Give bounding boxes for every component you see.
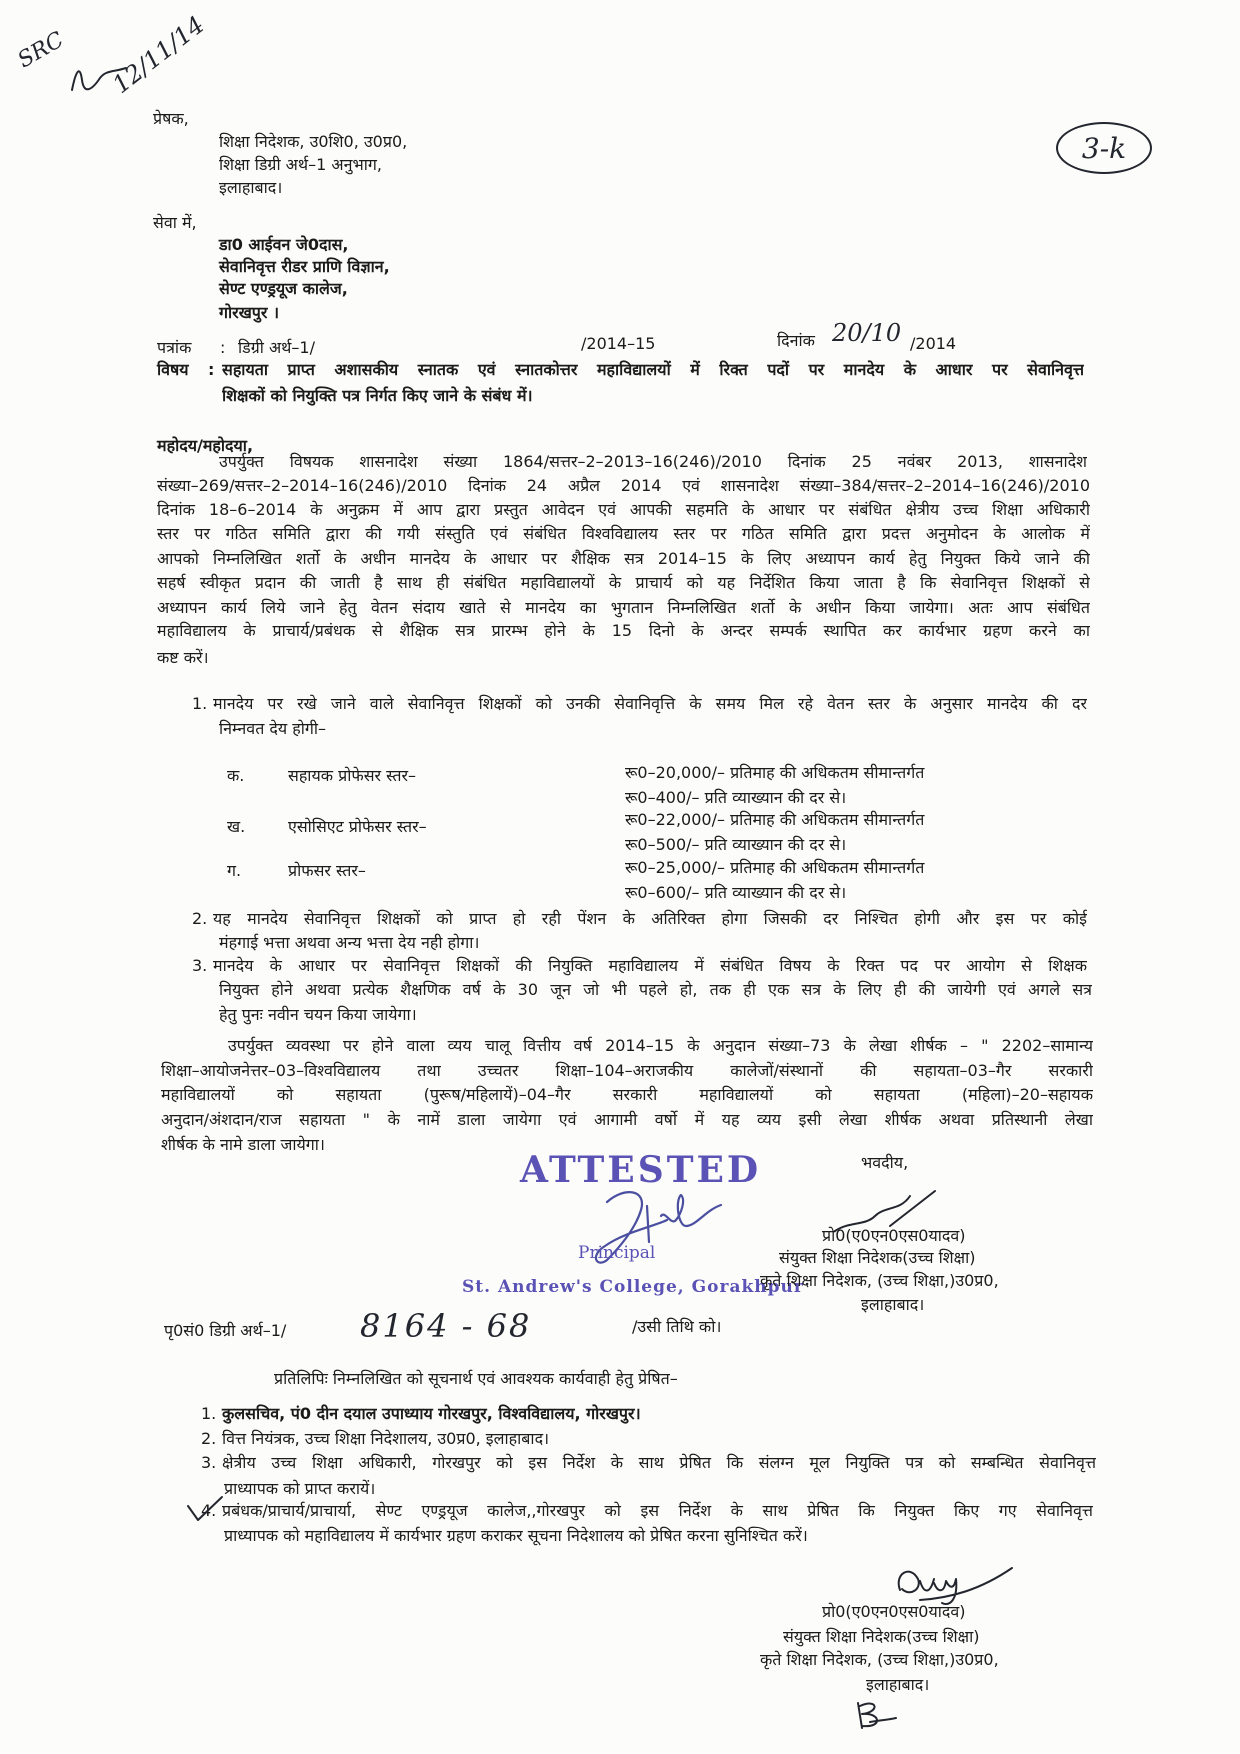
closing: भवदीय,: [861, 1153, 909, 1172]
date-year: /2014: [910, 334, 957, 353]
paragraph-line: दिनांक 18–6–2014 के अनुक्रम में आप द्वारा प्रस्तुत आवेदन एवं आपकी सहमति के आधार पर संबंधित क्षेत्रीय उच्च शिक्षा अधिकारी: [157, 500, 1090, 519]
condition-line: हेतु पुनः नवीन चयन किया जायेगा।: [219, 1005, 417, 1024]
rate-level: प्रोफसर स्तर–: [288, 861, 366, 880]
paragraph-line: उपर्युक्त विषयक शासनादेश संख्या 1864/सत्तर–2–2013–16(246)/2010 दिनांक 25 नवंबर 2013, शासनादेश: [219, 452, 1087, 471]
signatory2-on-behalf: कृते शिक्षा निदेशक, (उच्च शिक्षा,)उ0प्र0,: [760, 1650, 999, 1669]
signatory2-city: इलाहाबाद।: [866, 1675, 930, 1694]
paragraph-line: सहर्ष स्वीकृत प्रदान की जाती है साथ ही संबंधित महाविद्यालयों के प्राचार्य को यह निर्देशित किया जाता है कि सेवानिवृत्त शिक्षकों से: [157, 573, 1090, 592]
reference-session: /2014–15: [581, 334, 656, 353]
condition-number: 2.: [192, 909, 208, 928]
salutation: महोदय/महोदया,: [157, 436, 254, 455]
paragraph-line: उपर्युक्त व्यवस्था पर होने वाला व्यय चालू वित्तीय वर्ष 2014–15 के अनुदान संख्या–73 के लेखा शीर्षक – " 2202–सामान्य: [228, 1036, 1093, 1055]
copy-number: 1.: [201, 1404, 217, 1423]
rate-letter: ख.: [227, 817, 246, 836]
subject-label: विषय: [157, 360, 189, 379]
condition-line: मानदेय के आधार पर सेवानिवृत्त शिक्षकों की नियुक्ति महाविद्यालय में संबंधित विषय के रिक्त पद पर आयोग से शिक्षक: [213, 956, 1087, 975]
paragraph-line: महाविद्यालयों को सहायता (पुरूष/महिलायें)–04–गैर सरकारी महाविद्यालयों को सहायता (महिला)–20–सहायक: [161, 1085, 1093, 1104]
initial-mark: [848, 1698, 900, 1732]
rate-letter: ग.: [227, 861, 242, 880]
signatory1-name: प्रो0(ए0एन0एस0यादव): [822, 1226, 966, 1245]
reference-colon: :: [220, 338, 226, 357]
date-label: दिनांक: [777, 331, 815, 350]
file-code-circle: [1056, 122, 1152, 174]
attestation-title: Principal: [578, 1243, 656, 1263]
copy-line: प्राध्यापक को प्राप्त करायें।: [224, 1479, 376, 1498]
rate-per-lecture: रू0–600/– प्रति व्याख्यान की दर से।: [625, 883, 847, 902]
rate-per-lecture: रू0–500/– प्रति व्याख्यान की दर से।: [625, 835, 847, 854]
recipient-line: सेण्ट एण्ड्रयूज कालेज,: [219, 279, 348, 298]
signatory1-designation: संयुक्त शिक्षा निदेशक(उच्च शिक्षा): [779, 1248, 976, 1267]
signatory2-name: प्रो0(ए0एन0एस0यादव): [822, 1602, 966, 1621]
endorsement-date-text: /उसी तिथि को।: [632, 1317, 722, 1336]
attested-stamp: ATTESTED: [520, 1149, 762, 1191]
subject-line: सहायता प्राप्त अशासकीय स्नातक एवं स्नातकोत्तर महाविद्यालयों में रिक्त पदों पर मानदेय के आधार पर सेवानिवृत्त: [222, 360, 1084, 379]
subject-line: शिक्षकों को नियुक्ति पत्र निर्गत किए जाने के संबंध में।: [222, 386, 533, 405]
condition-line: निम्नवत देय होगी–: [219, 719, 327, 738]
handwritten-endorsement-number: 8164 - 68: [360, 1307, 532, 1345]
rate-letter: क.: [227, 766, 245, 785]
endorsement-label: पृ0सं0 डिग्री अर्थ–1/: [164, 1321, 287, 1340]
paragraph-line: आपको निम्नलिखित शर्तो के अधीन मानदेय के आधार पर शैक्षिक सत्र 2014–15 के लिए अध्यापन कार्य हेतु नियुक्त किये जाने की: [157, 549, 1090, 568]
signatory1-city: इलाहाबाद।: [861, 1295, 925, 1314]
rate-level: सहायक प्रोफेसर स्तर–: [288, 766, 417, 785]
rate-monthly: रू0–20,000/– प्रतिमाह की अधिकतम सीमान्तर्गत: [625, 763, 925, 782]
copy-line: कुलसचिव, पं0 दीन दयाल उपाध्याय गोरखपुर, विश्वविद्यालय, गोरखपुर।: [222, 1404, 641, 1423]
reference-label: पत्रांक: [157, 338, 192, 357]
paragraph-line: महाविद्यालय के प्राचार्य/प्रबंधक से शैक्षिक सत्र प्रारम्भ होने के 15 दिनो के अन्दर सम्पर्क स्थापित कर कार्यभार ग्रहण करने का: [157, 621, 1090, 640]
recipient-label: सेवा में,: [153, 213, 197, 232]
copy-intro: प्रतिलिपिः निम्नलिखित को सूचनार्थ एवं आवश्यक कार्यवाही हेतु प्रेषित–: [274, 1369, 678, 1388]
recipient-line: डा0 आईवन जे0दास,: [219, 235, 349, 254]
condition-line: मंहगाई भत्ता अथवा अन्य भत्ता देय नही होगा।: [219, 933, 480, 952]
paragraph-line: अध्यापन कार्य लिये जाने हेतु वेतन संदाय खाते से मानदेय का भुगतान निम्नलिखित शर्तो के अधीन किया जायेगा। अतः आप संबंधित: [157, 598, 1090, 617]
copy-line: वित्त नियंत्रक, उच्च शिक्षा निदेशालय, उ0प्र0, इलाहाबाद।: [222, 1429, 550, 1448]
copy-number: 2.: [201, 1429, 217, 1448]
sender-line: शिक्षा डिग्री अर्थ–1 अनुभाग,: [219, 155, 382, 174]
condition-line: यह मानदेय सेवानिवृत्त शिक्षकों को प्राप्त हो रही पेंशन के अतिरिक्त होगा जिसकी दर निश्चित होगी और इस पर कोई: [213, 909, 1087, 928]
recipient-line: सेवानिवृत्त रीडर प्राणि विज्ञान,: [219, 257, 390, 276]
copy-number: 3.: [201, 1453, 217, 1472]
condition-line: मानदेय पर रखे जाने वाले सेवानिवृत्त शिक्षकों को उनकी सेवानिवृत्ति के समय मिल रहे वेतन स्तर के अनुसार मानदेय की दर: [213, 694, 1087, 713]
condition-number: 3.: [192, 956, 208, 975]
attestation-institution: St. Andrew's College, Gorakhpur: [462, 1277, 804, 1297]
file-code: 3-k: [1081, 131, 1127, 165]
sender-line: इलाहाबाद।: [219, 178, 283, 197]
rate-monthly: रू0–22,000/– प्रतिमाह की अधिकतम सीमान्तर्गत: [625, 810, 925, 829]
paragraph-line: शिक्षा–आयोजनेत्तर–03–विश्वविद्यालय तथा उच्चतर शिक्षा–104–अराजकीय कालेजों/संस्थानों की सहायता–03–गैर सरकारी: [161, 1061, 1093, 1080]
sender-line: शिक्षा निदेशक, उ0शि0, उ0प्र0,: [219, 132, 408, 151]
rate-monthly: रू0–25,000/– प्रतिमाह की अधिकतम सीमान्तर्गत: [625, 858, 925, 877]
subject-colon: :: [208, 360, 215, 379]
condition-number: 1.: [192, 694, 208, 713]
paragraph-line: शीर्षक के नामे डाला जायेगा।: [161, 1135, 325, 1154]
copy-line: क्षेत्रीय उच्च शिक्षा अधिकारी, गोरखपुर को इस निर्देश के साथ प्रेषित कि संलग्न मूल नियुक्ति पत्र को सम्बन्धित सेवानिवृत्त: [222, 1453, 1096, 1472]
handwritten-letter-date: 20/10: [832, 319, 902, 347]
copy-number: 4.: [201, 1501, 217, 1520]
signatory2-designation: संयुक्त शिक्षा निदेशक(उच्च शिक्षा): [783, 1627, 980, 1646]
handwritten-mark: SRC: [13, 27, 69, 74]
reference-number: डिग्री अर्थ–1/: [238, 338, 315, 357]
paragraph-line: अनुदान/अंशदान/राज सहायता " के नामें डाला जायेगा एवं आगामी वर्षो में यह व्यय इसी लेखा शीर्षक अथवा प्रतिस्थानी लेखा: [161, 1110, 1093, 1129]
paragraph-line: स्तर पर गठित समिति द्वारा की गयी संस्तुति एवं संबंधित विश्वविद्यालय स्तर पर गठित समिति द्वारा प्रदत्त अनुमोदन के आलोक में: [157, 524, 1090, 543]
copy-line: प्राध्यापक को महाविद्यालय में कार्यभार ग्रहण कराकर सूचना निदेशालय को प्रेषित करना सुनिश्चित करें।: [224, 1526, 808, 1545]
copy-line: प्रबंधक/प्राचार्य/प्राचार्या, सेण्ट एण्ड्रयूज कालेज,,गोरखपुर को इस निर्देश के साथ प्रेषित कि नियुक्त किए गए सेवानिवृत्त: [222, 1501, 1093, 1520]
paragraph-line: कष्ट करें।: [157, 648, 209, 667]
paragraph-line: संख्या–269/सत्तर–2–2014–16(246)/2010 दिनांक 24 अप्रैल 2014 एवं शासनादेश संख्या–384/सत्तर–2–2014–16(246)/2010: [157, 476, 1090, 495]
rate-per-lecture: रू0–400/– प्रति व्याख्यान की दर से।: [625, 788, 847, 807]
recipient-line: गोरखपुर ।: [219, 303, 280, 322]
sender-label: प्रेषक,: [153, 109, 189, 128]
signatory1-on-behalf: कृते शिक्षा निदेशक, (उच्च शिक्षा,)उ0प्र0,: [760, 1271, 999, 1290]
check-mark-icon: [186, 1494, 226, 1524]
handwritten-received-date: 12/11/14: [107, 10, 210, 100]
rate-level: एसोसिएट प्रोफेसर स्तर–: [288, 817, 427, 836]
condition-line: नियुक्त होने अथवा प्रत्येक शैक्षणिक वर्ष के 30 जून जो भी पहले हो, तक ही एक सत्र के लिए ही की जायेगी एवं अगले सत्र: [219, 980, 1092, 999]
